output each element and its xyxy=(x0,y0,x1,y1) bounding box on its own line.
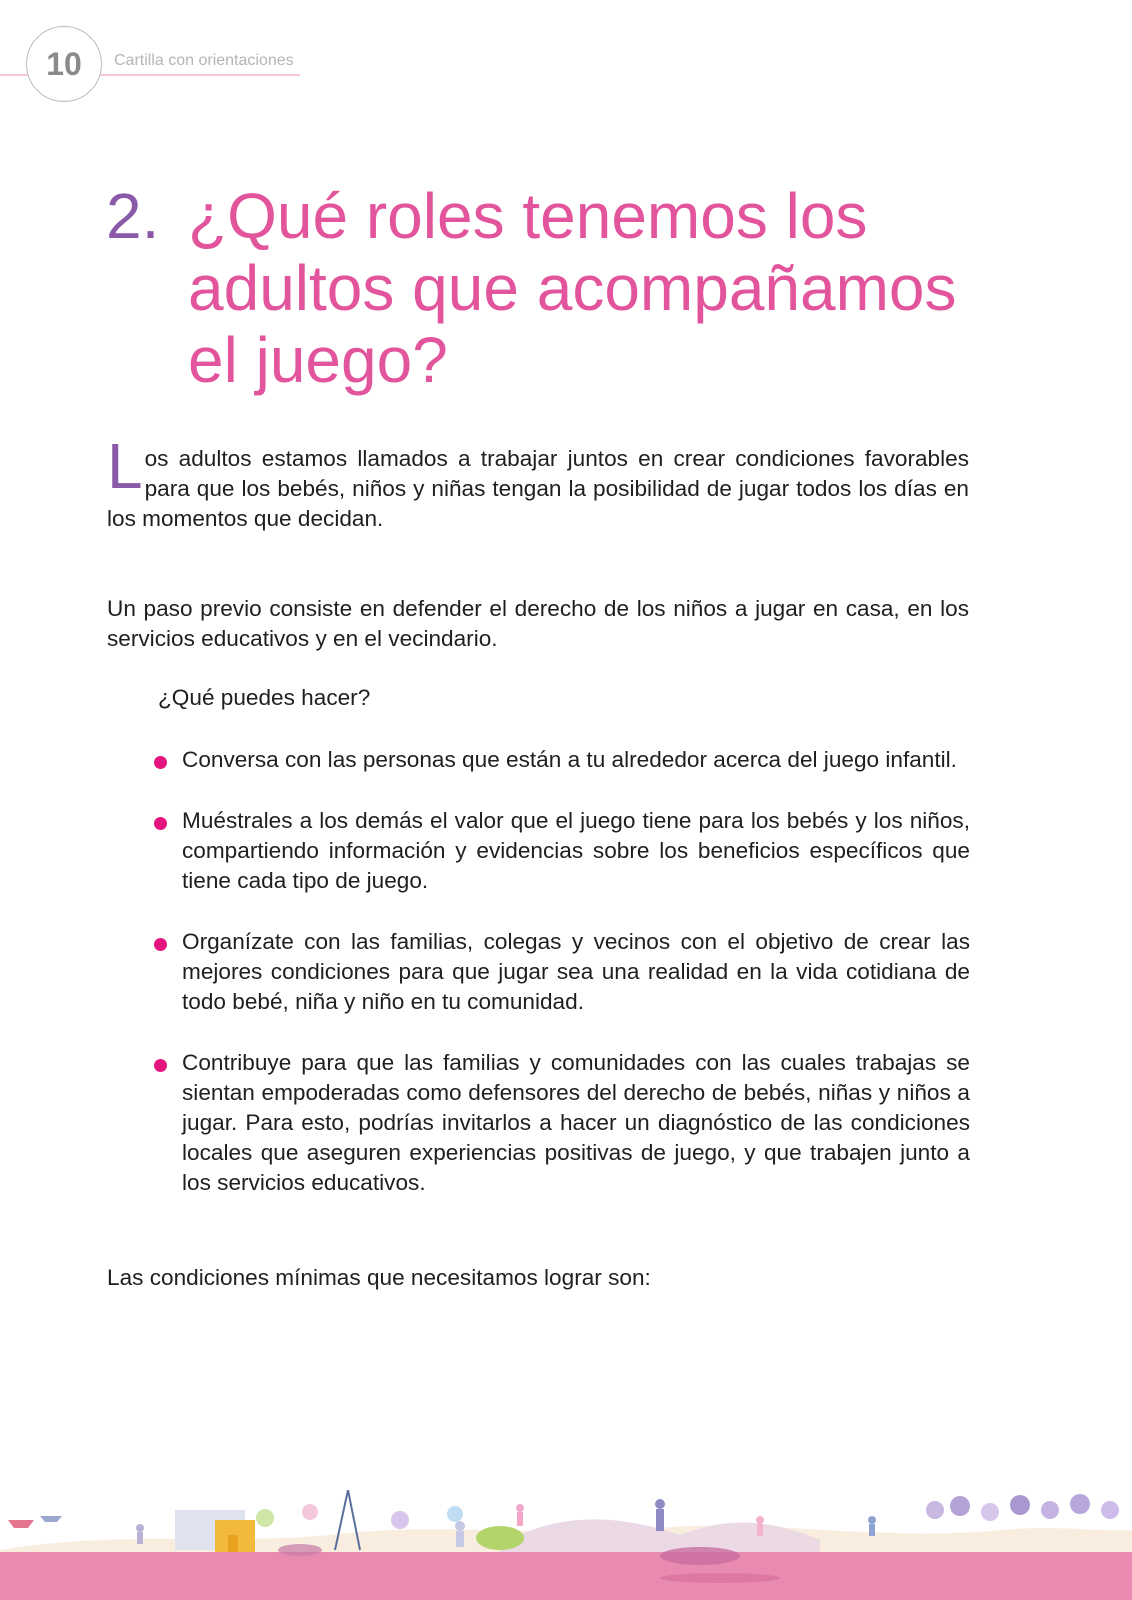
bullet-icon xyxy=(154,938,167,951)
bullet-icon xyxy=(154,817,167,830)
intro-paragraph-2: Un paso previo consiste en defender el derecho de los niños a jugar en casa, en los servicios educativos y en el vecindario. xyxy=(107,596,969,651)
list-item-text: Contribuye para que las familias y comunidades con las cuales trabajas se sientan empoderadas como defensores del derecho de bebés, niñas y niños a jugar. Para esto, podrías invitarlos a hacer un diagnóstico de las condiciones locales que aseguren experiencias positivas de juego, y que trabajen junto a los servicios educativos. xyxy=(182,1050,970,1195)
list-item xyxy=(152,1048,970,1198)
footer-illustration xyxy=(0,1490,1132,1600)
list-item xyxy=(152,806,970,896)
intro-paragraph-text: os adultos estamos llamados a trabajar juntos en crear condiciones favorables para que los bebés, niños y niñas tengan la posibilidad de jugar todos los días en los momentos que decidan. xyxy=(107,446,969,531)
list-item xyxy=(152,745,970,775)
intro-paragraph xyxy=(107,430,969,534)
bullet-icon xyxy=(154,1059,167,1072)
actions-list xyxy=(152,745,970,1229)
list-item-text: Conversa con las personas que están a tu alrededor acerca del juego infantil. xyxy=(182,747,957,772)
drop-cap: L xyxy=(107,430,143,502)
page-number: 10 xyxy=(26,26,102,102)
closing-paragraph: Las condiciones mínimas que necesitamos lograr son: xyxy=(107,1265,651,1290)
section-title: ¿Qué roles tenemos los adultos que acompañamos el juego? xyxy=(188,180,957,396)
list-item-text: Organízate con las familias, colegas y vecinos con el objetivo de crear las mejores condiciones para que jugar sea una realidad en la vida cotidiana de todo bebé, niña y niño en tu comunidad. xyxy=(182,929,970,1014)
bullet-icon xyxy=(154,756,167,769)
running-head: Cartilla con orientaciones xyxy=(114,52,294,69)
list-item-text: Muéstrales a los demás el valor que el juego tiene para los bebés y los niños, compartiendo información y evidencias sobre los beneficios específicos que tiene cada tipo de juego. xyxy=(182,808,970,893)
section-number: 2. xyxy=(106,180,160,252)
list-item xyxy=(152,927,970,1017)
actions-question: ¿Qué puedes hacer? xyxy=(158,685,371,710)
